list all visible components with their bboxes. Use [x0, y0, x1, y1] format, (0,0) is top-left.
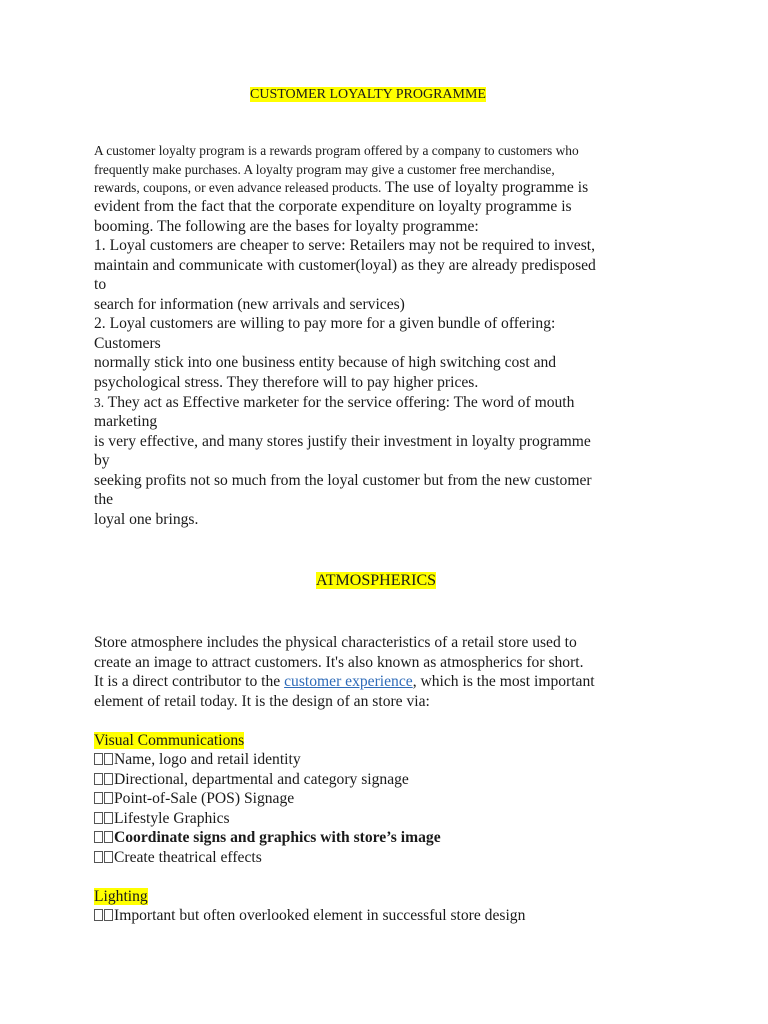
point-1-line-3: to	[94, 276, 107, 293]
visual-item-text: Coordinate signs and graphics with store’s image	[114, 829, 441, 846]
lighting-highlight: Lighting	[94, 888, 148, 905]
point-2-line-3: normally stick into one business entity because of high switching cost and	[94, 354, 557, 371]
bullet-box-icon	[94, 792, 103, 804]
bullet-box-icon	[104, 831, 113, 843]
point-3-line-4: by	[94, 452, 110, 469]
intro-line-3-body: The use of loyalty programme is	[381, 179, 589, 196]
bullet-box-icon	[104, 851, 113, 863]
atmos-line-3-end: , which is the most important	[412, 673, 595, 690]
intro-line-4: evident from the fact that the corporate expenditure on loyalty programme is	[94, 198, 572, 215]
bullet-box-icon	[94, 812, 103, 824]
visual-item	[94, 848, 262, 868]
visual-item	[94, 770, 409, 790]
point-2-line-1: 2. Loyal customers are willing to pay more for a given bundle of offering:	[94, 315, 556, 332]
section-title-loyalty	[250, 87, 486, 103]
bullet-box-icon	[104, 753, 113, 765]
atmos-line-2: create an image to attract customers. It's also known as atmospherics for short.	[94, 654, 584, 671]
point-3-line-6: the	[94, 491, 114, 508]
intro-line-1: A customer loyalty program is a rewards program offered by a company to customers who	[94, 143, 579, 158]
loyalty-heading-highlight: CUSTOMER LOYALTY PROGRAMME	[250, 87, 486, 102]
visual-communications-heading	[94, 731, 244, 751]
bullet-box-icon	[94, 753, 103, 765]
lighting-item-text: Important but often overlooked element in successful store design	[114, 907, 526, 924]
intro-line-5: booming. The following are the bases for loyalty programme:	[94, 218, 479, 235]
lighting-item	[94, 906, 525, 926]
intro-line-3-small: rewards, coupons, or even advance released products.	[94, 180, 382, 195]
point-2-line-4: psychological stress. They therefore will to pay higher prices.	[94, 374, 479, 391]
visual-item-text: Point-of-Sale (POS) Signage	[114, 790, 295, 807]
intro-line-3	[94, 178, 588, 198]
atmos-line-1: Store atmosphere includes the physical characteristics of a retail store used to	[94, 634, 577, 651]
point-3-text: They act as Effective marketer for the service offering: The word of mouth	[104, 394, 575, 411]
atmos-line-3-start: It is a direct contributor to the	[94, 673, 285, 690]
atmospherics-heading-highlight: ATMOSPHERICS	[316, 572, 437, 589]
section-title-atmospherics	[316, 571, 436, 590]
bullet-box-icon	[104, 812, 113, 824]
point-3-number: 3.	[94, 395, 105, 410]
visual-item-text: Name, logo and retail identity	[114, 751, 301, 768]
visual-item	[94, 809, 230, 829]
bullet-box-icon	[94, 909, 103, 921]
point-3-line-3: is very effective, and many stores justify their investment in loyalty programme	[94, 433, 591, 450]
visual-item-text: Directional, departmental and category signage	[114, 771, 409, 788]
visual-item	[94, 828, 441, 848]
visual-item	[94, 750, 301, 770]
point-1-line-2: maintain and communicate with customer(loyal) as they are already predisposed	[94, 257, 596, 274]
bullet-box-icon	[104, 792, 113, 804]
point-3-line-2: marketing	[94, 413, 158, 430]
point-1-line-1: 1. Loyal customers are cheaper to serve: Retailers may not be required to invest,	[94, 237, 595, 254]
bullet-box-icon	[104, 909, 113, 921]
bullet-box-icon	[94, 831, 103, 843]
point-3-line-5: seeking profits not so much from the loyal customer but from the new customer	[94, 472, 592, 489]
bullet-box-icon	[104, 773, 113, 785]
point-1-line-4: search for information (new arrivals and services)	[94, 296, 405, 313]
visual-communications-highlight: Visual Communications	[94, 732, 245, 749]
visual-item	[94, 789, 294, 809]
visual-item-text: Create theatrical effects	[114, 849, 262, 866]
bullet-box-icon	[94, 851, 103, 863]
intro-line-2: frequently make purchases. A loyalty program may give a customer free merchandise,	[94, 162, 555, 177]
lighting-heading	[94, 887, 148, 907]
point-2-line-2: Customers	[94, 335, 161, 352]
bullet-box-icon	[94, 773, 103, 785]
point-3-line-7: loyal one brings.	[94, 511, 199, 528]
point-3-line-1	[94, 393, 574, 413]
atmos-line-4: element of retail today. It is the design of an store via:	[94, 693, 430, 710]
atmos-line-3	[94, 672, 595, 692]
visual-item-text: Lifestyle Graphics	[114, 810, 230, 827]
customer-experience-link[interactable]: customer experience	[284, 673, 413, 690]
